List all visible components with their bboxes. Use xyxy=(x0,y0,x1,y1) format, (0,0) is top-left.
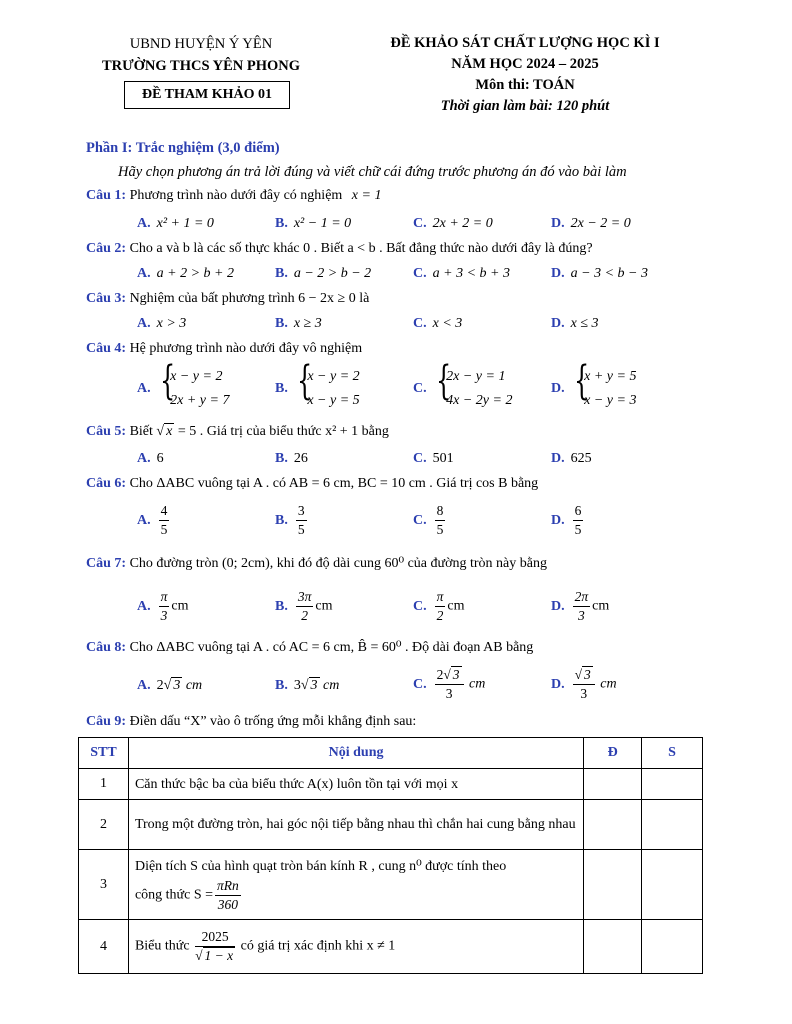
header-false: S xyxy=(642,738,703,769)
question-2 xyxy=(86,241,593,257)
header-content: Nội dung xyxy=(128,738,583,769)
option-7a[interactable]: A. $\frac{\pi}{3}$ cm xyxy=(137,589,189,623)
question-text-before: Biết xyxy=(129,424,153,439)
reference-label: ĐỀ THAM KHẢO 01 xyxy=(124,81,290,109)
option-6b[interactable]: B. $\frac{3}{5}$ xyxy=(275,503,305,537)
question-text: Điền dấu “X” vào ô trống ứng mỗi khẳng định sau: xyxy=(129,714,417,729)
part1-title: Phần I: Trắc nghiệm (3,0 điểm) xyxy=(86,140,280,156)
row-content: Diện tích S của hình quạt tròn bán kính R , cung n⁰ được tính theo công thức S = $\frac{\text{πRn}}{360}$ xyxy=(128,850,583,920)
row-number: 4 xyxy=(79,920,129,974)
question-text: Phương trình nào dưới đây có nghiệm xyxy=(129,188,343,203)
option-5b[interactable]: B. 26 xyxy=(275,451,308,466)
question-3 xyxy=(86,291,369,307)
option-2d[interactable]: D. a − 3 < b − 3 xyxy=(551,266,648,281)
row-number: 1 xyxy=(79,769,129,800)
exam-title: ĐỀ KHẢO SÁT CHẤT LƯỢNG HỌC KÌ I xyxy=(390,35,660,51)
true-cell[interactable] xyxy=(584,800,642,850)
table-row xyxy=(79,850,703,920)
option-7d[interactable]: D. $\frac{2\pi}{3}$ cm xyxy=(551,589,610,623)
table-header-row xyxy=(79,738,703,769)
header-true: Đ xyxy=(584,738,642,769)
question-text: Cho ΔABC vuông tại A . có AB = 6 cm, BC = 10 cm . Giá trị cos B bằng xyxy=(129,476,539,491)
header-stt: STT xyxy=(79,738,129,769)
option-2b[interactable]: B. a − 2 > b − 2 xyxy=(275,266,372,281)
true-cell[interactable] xyxy=(584,769,642,800)
option-8d[interactable]: D. $\frac{√ 3}{3}$ cm xyxy=(551,667,617,701)
option-1c[interactable]: C. 2x + 2 = 0 xyxy=(413,216,493,231)
option-6d[interactable]: D. $\frac{6}{5}$ xyxy=(551,503,582,537)
option-3d[interactable]: D. x ≤ 3 xyxy=(551,316,599,331)
question-8 xyxy=(86,639,533,656)
question-label: Câu 8: xyxy=(86,640,127,655)
question-label: Câu 1: xyxy=(86,188,127,203)
part1-instruction: Hãy chọn phương án trả lời đúng và viết chữ cái đứng trước phương án đó vào bài làm xyxy=(118,164,627,180)
option-1b[interactable]: B. x² − 1 = 0 xyxy=(275,216,352,231)
question-label: Câu 9: xyxy=(86,714,127,729)
option-2a[interactable]: A. a + 2 > b + 2 xyxy=(137,266,234,281)
question-label: Câu 4: xyxy=(86,341,127,356)
true-cell[interactable] xyxy=(584,850,642,920)
table-row xyxy=(79,769,703,800)
row-number: 3 xyxy=(79,850,129,920)
false-cell[interactable] xyxy=(642,769,703,800)
school-name: TRƯỜNG THCS YÊN PHONG xyxy=(101,58,301,74)
option-4a[interactable]: A. { x − y = 2 2x + y = 7 xyxy=(137,358,230,408)
question-text: Cho ΔABC vuông tại A . có AC = 6 cm, B̂ = 60⁰ . Độ dài đoạn AB bằng xyxy=(129,640,534,655)
question-label: Câu 3: xyxy=(86,291,127,306)
duration: Thời gian làm bài: 120 phút xyxy=(440,98,610,114)
question-text: Cho đường tròn (0; 2cm), khi đó độ dài cung 60⁰ của đường tròn này bằng xyxy=(129,556,547,571)
question-math: x = 1 xyxy=(351,188,382,203)
true-cell[interactable] xyxy=(584,920,642,974)
district-name: UBND HUYỆN Ý YÊN xyxy=(129,36,273,52)
table-row xyxy=(79,920,703,974)
option-6a[interactable]: A. $\frac{4}{5}$ xyxy=(137,503,168,537)
option-3c[interactable]: C. x < 3 xyxy=(413,316,463,331)
option-5a[interactable]: A. 6 xyxy=(137,451,164,466)
option-2c[interactable]: C. a + 3 < b + 3 xyxy=(413,266,510,281)
option-4b[interactable]: B. { x − y = 2 x − y = 5 xyxy=(275,358,360,408)
table-row xyxy=(79,800,703,850)
question-4 xyxy=(86,341,362,357)
option-4c[interactable]: C. { 2x − y = 1 4x − 2y = 2 xyxy=(413,358,513,408)
option-5c[interactable]: C. 501 xyxy=(413,451,454,466)
option-8b[interactable]: B. 3√ 3 cm xyxy=(275,678,340,693)
false-cell[interactable] xyxy=(642,920,703,974)
option-6c[interactable]: C. $\frac{8}{5}$ xyxy=(413,503,444,537)
question-text: Nghiệm của bất phương trình 6 − 2x ≥ 0 là xyxy=(129,291,370,306)
row-number: 2 xyxy=(79,800,129,850)
row-content: Biểu thức $\frac{2025}{√ 1 - x}$ có giá trị xác định khi x ≠ 1 xyxy=(128,920,583,974)
school-year: NĂM HỌC 2024 – 2025 xyxy=(451,56,599,72)
question-1 xyxy=(86,188,381,204)
row-content: Căn thức bậc ba của biểu thức A(x) luôn tồn tại với mọi x xyxy=(128,769,583,800)
option-4d[interactable]: D. { x + y = 5 x − y = 3 xyxy=(551,358,637,408)
question-label: Câu 6: xyxy=(86,476,127,491)
subject: Môn thi: TOÁN xyxy=(475,77,575,93)
option-7c[interactable]: C. $\frac{\pi}{2}$ cm xyxy=(413,589,465,623)
question-text-after: = 5 . Giá trị của biểu thức x² + 1 bằng xyxy=(177,424,389,439)
option-7b[interactable]: B. $\frac{3\pi}{2}$ cm xyxy=(275,589,333,623)
question-label: Câu 7: xyxy=(86,556,127,571)
option-1d[interactable]: D. 2x − 2 = 0 xyxy=(551,216,631,231)
header-right xyxy=(355,33,695,117)
question-label: Câu 2: xyxy=(86,241,127,256)
true-false-table xyxy=(78,737,703,974)
question-5 xyxy=(86,424,389,440)
question-text: Hệ phương trình nào dưới đây vô nghiệm xyxy=(129,341,363,356)
header-left xyxy=(96,33,306,77)
question-6 xyxy=(86,476,538,492)
option-8a[interactable]: A. 2√ 3 cm xyxy=(137,678,203,693)
option-3a[interactable]: A. x > 3 xyxy=(137,316,187,331)
sqrt-expression: √ x xyxy=(156,424,173,439)
option-8c[interactable]: C. $\frac{2√ 3}{3}$ cm xyxy=(413,667,486,701)
question-text: Cho a và b là các số thực khác 0 . Biết a < b . Bất đẳng thức nào dưới đây là đúng? xyxy=(129,241,593,256)
false-cell[interactable] xyxy=(642,800,703,850)
false-cell[interactable] xyxy=(642,850,703,920)
question-label: Câu 5: xyxy=(86,424,127,439)
question-9 xyxy=(86,714,416,730)
option-3b[interactable]: B. x ≥ 3 xyxy=(275,316,322,331)
row-content: Trong một đường tròn, hai góc nội tiếp bằng nhau thì chắn hai cung bằng nhau xyxy=(128,800,583,850)
option-1a[interactable]: A. x² + 1 = 0 xyxy=(137,216,214,231)
question-7 xyxy=(86,555,547,572)
option-5d[interactable]: D. 625 xyxy=(551,451,592,466)
